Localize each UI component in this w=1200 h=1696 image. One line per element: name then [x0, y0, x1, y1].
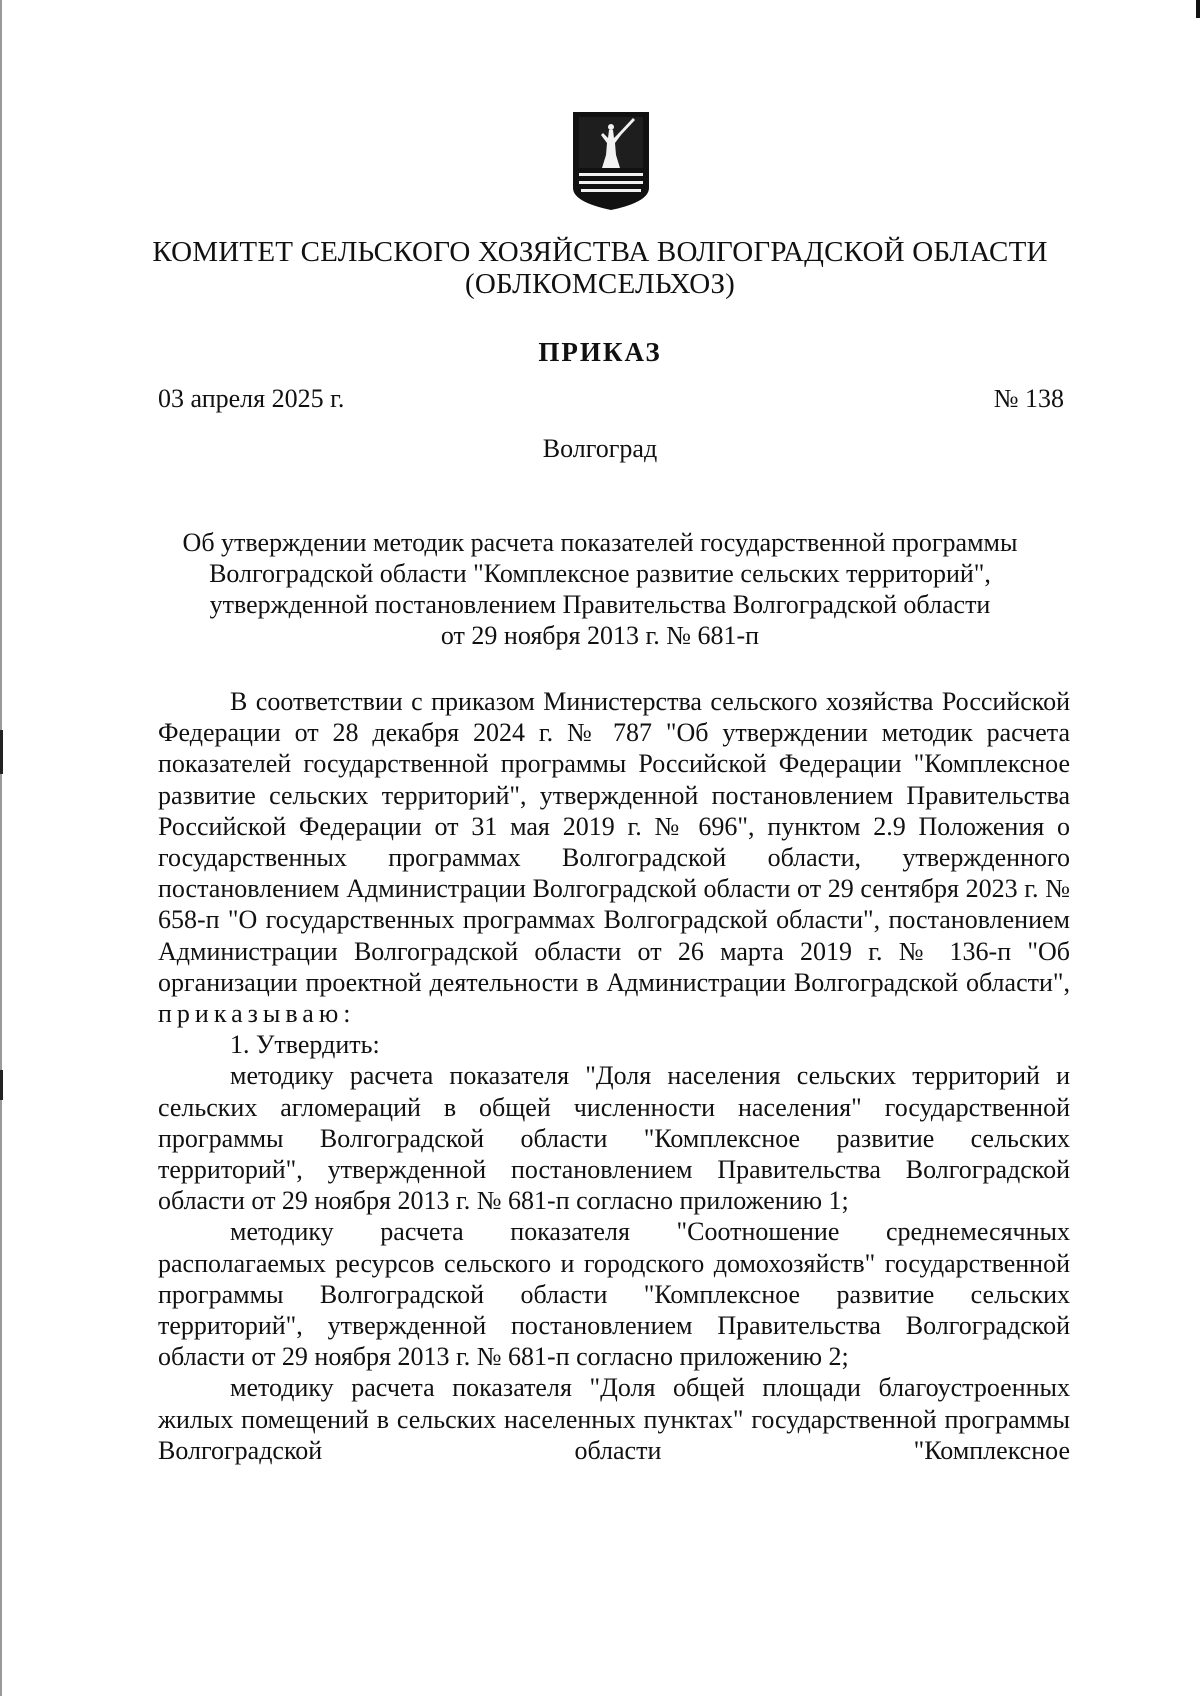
- method-1-paragraph: методику расчета показателя "Доля населения сельских территорий и сельских агломераций в общей численности населения" государственной программы Волгоградской области "Комплексное развитие сельских территорий", утвержденной постановлением Правительства Волгоградской области от 29 ноября 2013 г. № 681-п согласно приложению 1;: [158, 1061, 1070, 1216]
- organization-name: КОМИТЕТ СЕЛЬСКОГО ХОЗЯЙСТВА ВОЛГОГРАДСКОЙ ОБЛАСТИ: [152, 236, 1048, 268]
- method-2-paragraph: методику расчета показателя "Соотношение среднемесячных располагаемых ресурсов сельского и городского домохозяйств" государственной программы Волгоградской области "Комплексное развитие сельских территорий", утвержденной постановлением Правительства Волгоградской области от 29 ноября 2013 г. № 681-п согласно приложению 2;: [158, 1217, 1070, 1372]
- document-title-line: Волгоградской области "Комплексное развитие сельских территорий",: [209, 559, 991, 588]
- preamble-text: В соответствии с приказом Министерства сельского хозяйства Российской Федерации от 28 декабря 2024 г. № 787 "Об утверждении методик расчета показателей государственной программы Российской Федерации "Комплексное развитие сельских территорий", утвержденной постановлением Правительства Российской Федерации от 31 мая 2019 г. № 696", пунктом 2.9 Положения о государственных программах Волгоградской области, утвержденного постановлением Администрации Волгоградской области от 29 сентября 2023 г. № 658-п "О государственных программах Волгоградской области", постановлением Администрации Волгоградской области от 26 марта 2019 г. № 136-п "Об организации проектной деятельности в Администрации Волгоградской области",: [158, 687, 1070, 997]
- scan-edge-mark: [0, 1070, 3, 1100]
- document-city: Волгоград: [542, 434, 658, 463]
- document-type: ПРИКАЗ: [538, 337, 662, 367]
- document-title-line: от 29 ноября 2013 г. № 681-п: [440, 621, 760, 650]
- document-number: № 138: [993, 384, 1064, 413]
- preamble-colon: :: [343, 999, 351, 1029]
- organization-abbreviation: (ОБЛКОМСЕЛЬХОЗ): [464, 268, 736, 300]
- scan-right-edge-mark: [1196, 0, 1200, 18]
- scan-edge-mark: [0, 730, 3, 774]
- document-title-line: Об утверждении методик расчета показателей государственной программы: [182, 528, 1018, 557]
- order-verb: приказываю: [158, 999, 344, 1029]
- method-3-paragraph: методику расчета показателя "Доля общей площади благоустроенных жилых помещений в сельских населенных пунктах" государственной программы Волгоградской области "Комплексное: [158, 1373, 1070, 1465]
- preamble-paragraph: [158, 686, 1070, 1029]
- document-title-line: утвержденной постановлением Правительства Волгоградской области: [209, 590, 991, 619]
- document-body: [158, 686, 1070, 1466]
- document-date: 03 апреля 2025 г.: [158, 384, 345, 413]
- volgograd-coat-of-arms-icon: [571, 110, 651, 212]
- item-1: 1. Утвердить:: [230, 1030, 380, 1060]
